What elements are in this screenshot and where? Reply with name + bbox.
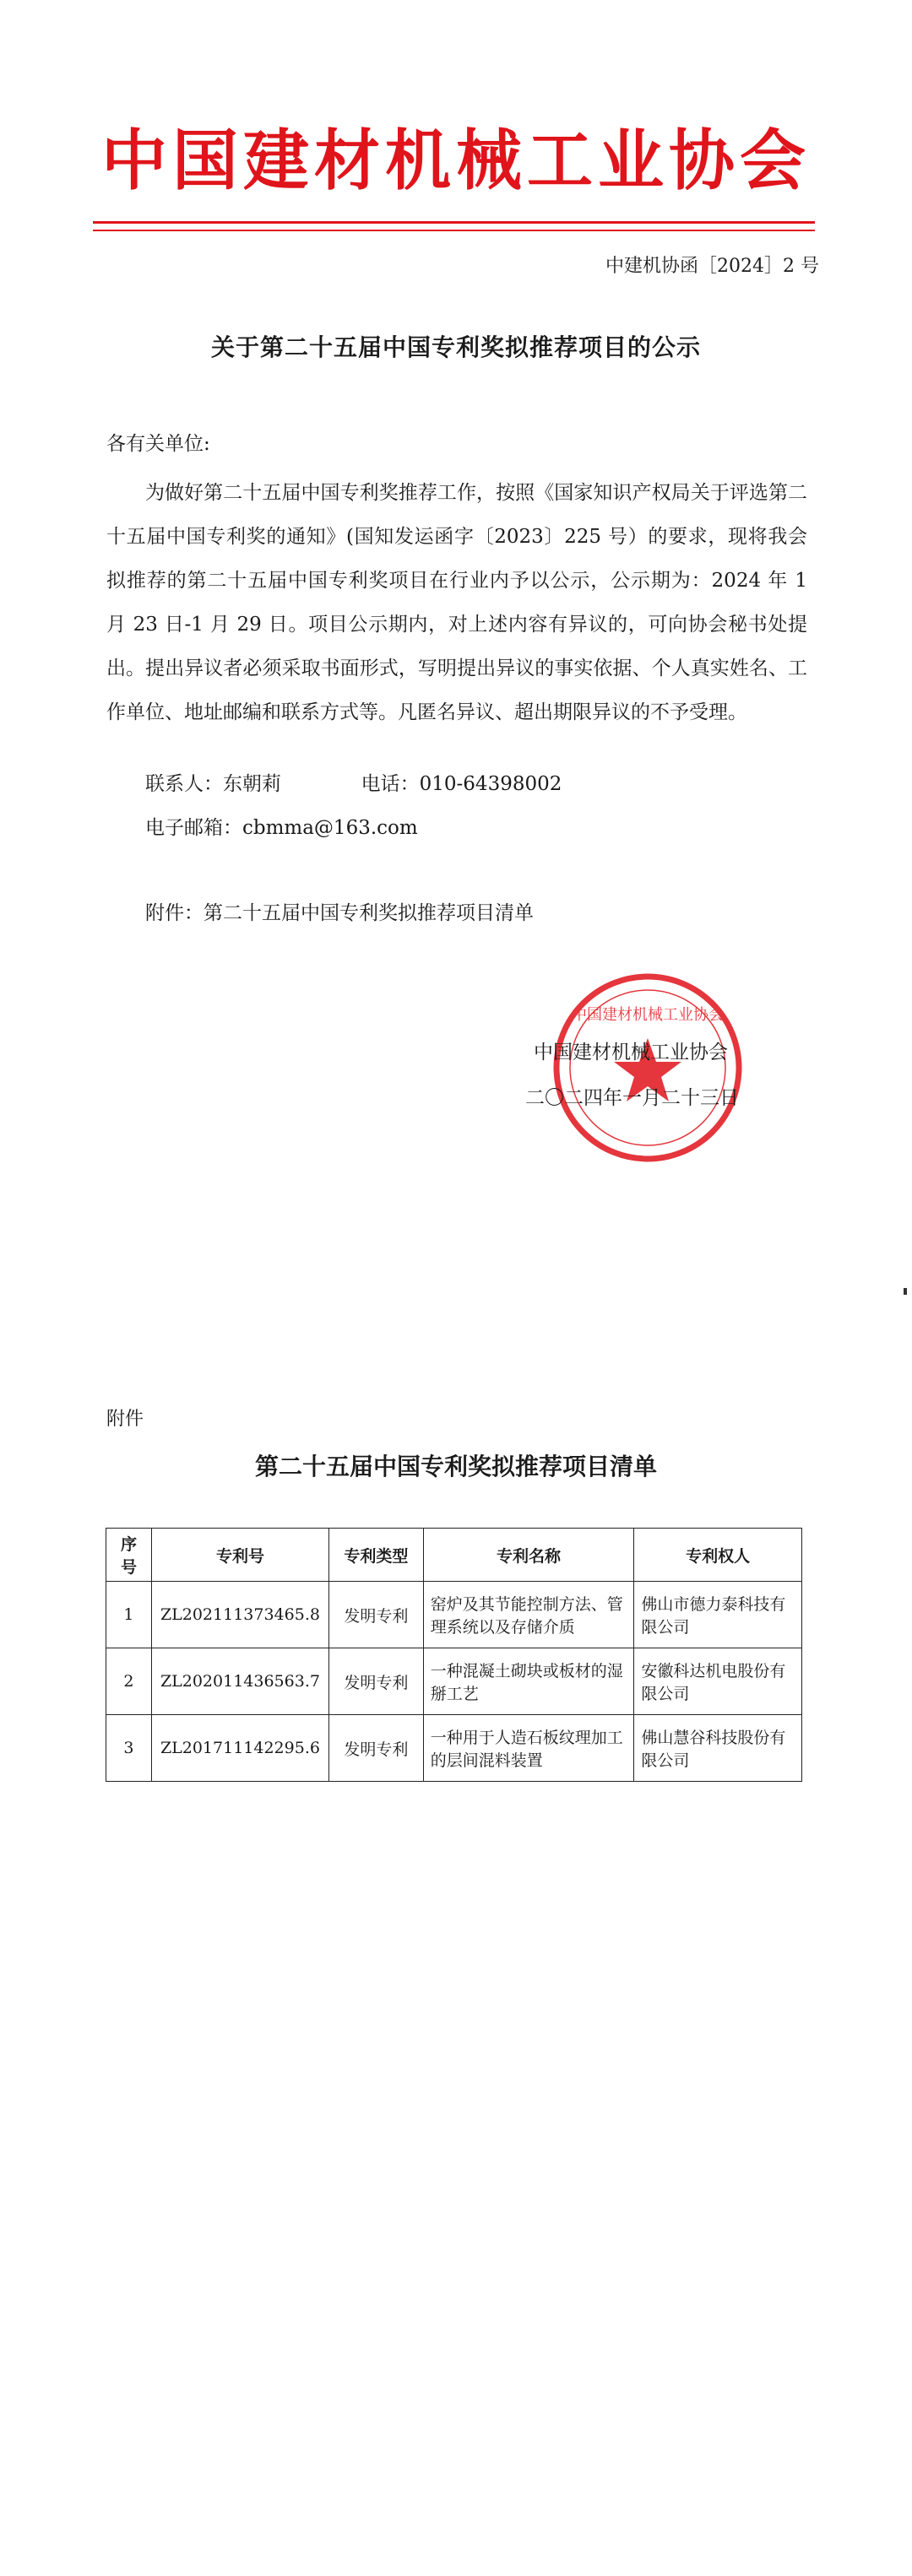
email-address: cbmma@163.com	[242, 817, 418, 839]
header-owner: 专利权人	[634, 1529, 802, 1582]
contact-name: 东朝莉	[223, 773, 281, 795]
notice-title: 关于第二十五届中国专利奖拟推荐项目的公示	[210, 333, 701, 361]
table-header-row	[106, 1529, 802, 1582]
letterhead-rule-thick	[93, 221, 815, 224]
table-row	[106, 1648, 802, 1715]
email-label: 电子邮箱：	[145, 817, 242, 839]
signature-organization: 中国建材机械工业协会	[534, 1042, 728, 1063]
cell-type: 发明专利	[328, 1715, 423, 1782]
email-line	[145, 812, 418, 840]
signature-date: 二〇二四年一月二十三日	[525, 1087, 739, 1109]
cell-name: 窑炉及其节能控制方法、管理系统以及存储介质	[423, 1582, 634, 1648]
official-seal	[551, 971, 745, 1165]
appendix-label: 附件	[106, 1409, 144, 1430]
table-row	[106, 1715, 802, 1782]
header-no: 序号	[106, 1529, 152, 1582]
cell-owner: 佛山市德力泰科技有限公司	[634, 1582, 802, 1648]
table-row	[106, 1582, 802, 1648]
header-type: 专利类型	[328, 1529, 423, 1582]
contact-line	[145, 768, 562, 796]
cell-patent-no: ZL202011436563.7	[151, 1648, 328, 1715]
contact-label: 联系人：	[145, 773, 223, 795]
seal-text: 中国建材机械工业协会	[572, 1006, 724, 1024]
cell-type: 发明专利	[328, 1582, 423, 1648]
letterhead-rule-thin	[93, 230, 815, 231]
phone-label: 电话：	[361, 773, 420, 795]
cell-no: 2	[106, 1648, 152, 1715]
patent-table	[106, 1528, 802, 1782]
cell-patent-no: ZL201711142295.6	[151, 1715, 328, 1782]
cell-owner: 安徽科达机电股份有限公司	[634, 1648, 802, 1715]
cell-name: 一种混凝土砌块或板材的湿掰工艺	[423, 1648, 634, 1715]
cell-patent-no: ZL202111373465.8	[151, 1582, 328, 1648]
document-number: 中建机协函［2024］2 号	[605, 256, 819, 277]
cell-name: 一种用于人造石板纹理加工的层间混料装置	[423, 1715, 634, 1782]
notice-body: 为做好第二十五届中国专利奖推荐工作，按照《国家知识产权局关于评选第二十五届中国专利奖的通知》(国知发运函字〔2023〕225 号）的要求，现将我会拟推荐的第二十五届中国专利奖项目在行业内予以公示，公示期为：2024 年 1 月 23 日-1 月 29 日。项目公示期内，对上述内容有异议的，可向协会秘书处提出。提出异议者必须采取书面形式，写明提出异议的事实依据、个人真实姓名、工作单位、地址邮编和联系方式等。凡匿名异议、超出期限异议的不予受理。	[106, 482, 807, 723]
scan-edge-mark	[904, 1288, 907, 1295]
header-patent-no: 专利号	[151, 1529, 328, 1582]
cell-type: 发明专利	[328, 1648, 423, 1715]
cell-no: 3	[106, 1715, 152, 1782]
cell-owner: 佛山慧谷科技股份有限公司	[634, 1715, 802, 1782]
org-letterhead-title: 中国建材机械工业协会	[100, 122, 811, 199]
appendix-title: 第二十五届中国专利奖拟推荐项目清单	[254, 1453, 657, 1480]
phone-number: 010-64398002	[419, 773, 562, 795]
cell-no: 1	[106, 1582, 152, 1648]
salutation: 各有关单位:	[106, 433, 210, 455]
attachment-note: 附件：第二十五届中国专利奖拟推荐项目清单	[145, 902, 534, 924]
header-name: 专利名称	[423, 1529, 634, 1582]
